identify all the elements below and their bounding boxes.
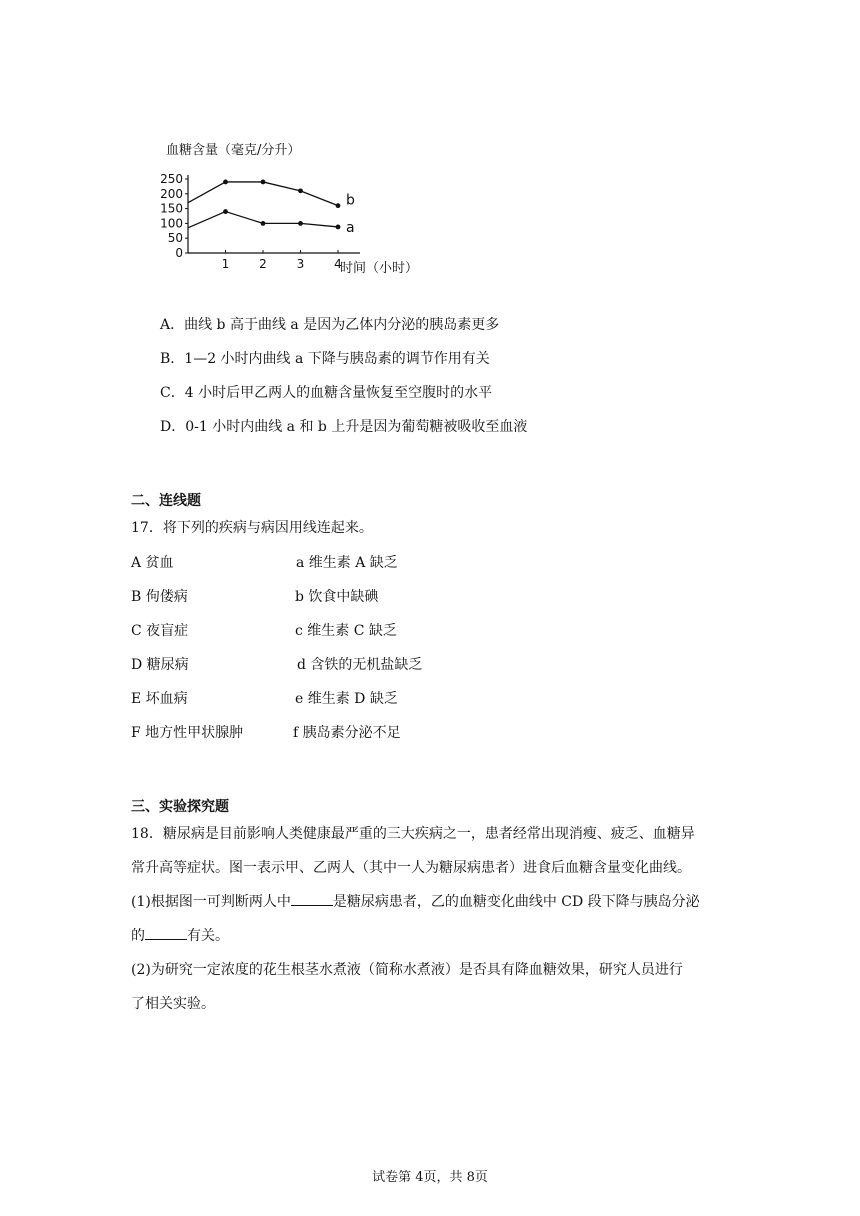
q18-line2: 常升高等症状。图一表示甲、乙两人（其中一人为糖尿病患者）进食后血糖含量变化曲线。 [131,860,691,876]
y-tick-label: 150 [160,201,183,216]
q18-sub2-line2: 了相关实验。 [131,996,215,1012]
x-tick-label: 2 [259,257,267,271]
x-tick-label: 4 [334,257,342,271]
q18-sub1-line1 [131,891,700,911]
series-label-b: b [346,192,355,209]
page-footer: 试卷第 4页，共 8页 [372,1170,488,1185]
blood-sugar-chart [150,136,440,282]
disease-b: B 佝偻病 [131,589,188,605]
series-label-a: a [346,219,355,236]
q18-sub1-text-b: 是糖尿病患者，乙的血糖变化曲线中 CD 段下降与胰岛分泌 [332,894,700,910]
y-tick-label: 0 [175,246,183,260]
chart-axes [188,175,360,253]
cause-b: b 饮食中缺碘 [295,589,379,605]
q18-sub2-line1: (2)为研究一定浓度的花生根茎水煮液（简称水煮液）是否具有降血糖效果，研究人员进行 [131,962,683,978]
q16-option-d: D．0-1 小时内曲线 a 和 b 上升是因为葡萄糖被吸收至血液 [160,419,528,435]
q18-line1: 18．糖尿病是目前影响人类健康最严重的三大疾病之一，患者经常出现消瘦、疲乏、血糖异 [131,826,695,842]
x-tick-label: 3 [296,257,305,271]
disease-a: A 贫血 [131,555,174,571]
disease-d: D 糖尿病 [131,657,189,673]
y-tick-label: 250 [160,172,183,186]
q17-stem: 17．将下列的疾病与病因用线连起来。 [131,520,373,536]
y-tick-label: 100 [160,216,183,231]
q16-option-a: A．曲线 b 高于曲线 a 是因为乙体内分泌的胰岛素更多 [160,317,500,333]
chart-ticks [160,172,342,271]
answer-blank-2[interactable] [145,925,187,940]
series-point-a [261,221,266,226]
cause-f: f 胰岛素分泌不足 [293,725,401,741]
cause-e: e 维生素 D 缺乏 [295,691,398,707]
x-axis-label: 时间（小时） [340,261,419,276]
disease-e: E 坏血病 [131,691,188,707]
series-point-a [298,221,303,226]
cause-c: c 维生素 C 缺乏 [295,623,397,639]
q16-option-c: C．4 小时后甲乙两人的血糖含量恢复至空腹时的水平 [160,385,493,401]
x-tick-label: 1 [221,257,230,271]
q18-sub1-text-a: (1)根据图一可判断两人中 [131,894,291,910]
q18-sub1-text-d: 有关。 [187,928,229,944]
y-axis-label: 血糖含量（毫克/分升） [166,143,301,158]
series-point-b [223,180,228,185]
q16-option-b: B．1—2 小时内曲线 a 下降与胰岛素的调节作用有关 [160,351,490,367]
series-point-b [261,180,266,185]
y-tick-label: 50 [167,231,183,246]
series-point-a [223,209,228,214]
section2-heading: 二、连线题 [131,493,201,509]
y-tick-label: 200 [160,186,183,201]
series-point-b [298,188,303,193]
series-point-a [336,225,341,230]
disease-f: F 地方性甲状腺肿 [131,725,244,741]
series-point-b [336,203,341,208]
q18-sub1-text-c: 的 [131,928,145,944]
answer-blank-1[interactable] [291,891,333,906]
chart-series [188,180,355,236]
disease-c: C 夜盲症 [131,623,189,639]
series-line-b [188,182,338,206]
cause-d: d 含铁的无机盐缺乏 [297,657,423,673]
section3-heading: 三、实验探究题 [131,799,229,815]
cause-a: a 维生素 A 缺乏 [296,555,398,571]
q18-sub1-line2 [131,925,229,945]
